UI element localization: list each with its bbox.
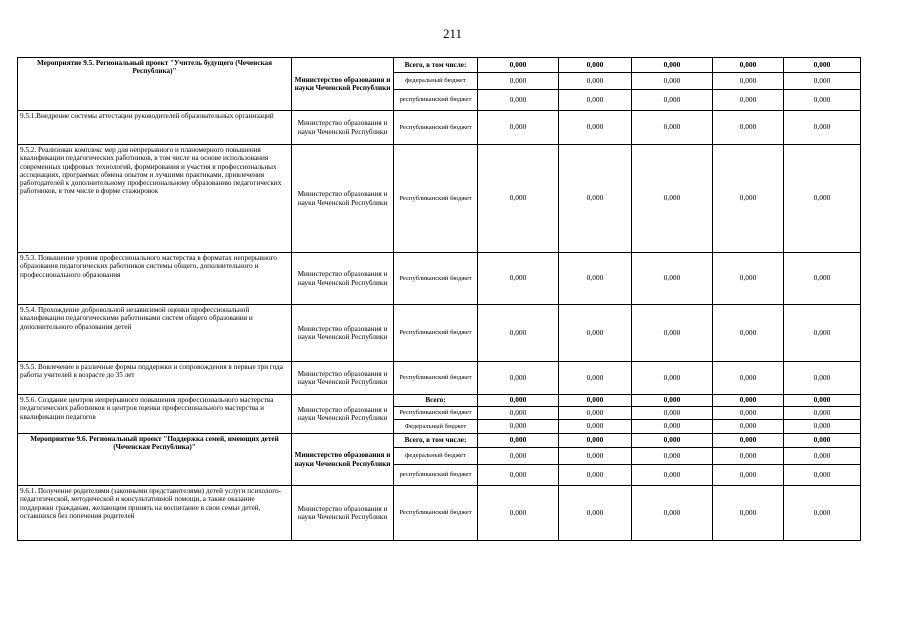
- amount-cell: 0,000: [478, 111, 559, 145]
- amount-cell: 0,000: [478, 58, 559, 73]
- funding-source: федеральный бюджет: [394, 73, 478, 90]
- amount-cell: 0,000: [784, 407, 861, 420]
- amount-cell: 0,000: [784, 253, 861, 305]
- activity-name: 9.5.5. Вовлечение в различные формы поддержки и сопровождения в первые три года работы учителей в возрасте до 35 лет: [18, 362, 292, 395]
- amount-cell: 0,000: [559, 111, 632, 145]
- amount-cell: 0,000: [784, 90, 861, 111]
- amount-cell: 0,000: [713, 407, 784, 420]
- executor-cell: Министерство образования и науки Чеченской Республики: [292, 58, 394, 111]
- amount-cell: 0,000: [559, 362, 632, 395]
- amount-cell: 0,000: [478, 434, 559, 448]
- amount-cell: 0,000: [478, 486, 559, 541]
- amount-cell: 0,000: [632, 486, 713, 541]
- amount-cell: 0,000: [784, 58, 861, 73]
- activity-name: Мероприятие 9.6. Региональный проект "Поддержка семей, имеющих детей (Чеченская Республика)": [18, 434, 292, 486]
- amount-cell: 0,000: [632, 395, 713, 407]
- amount-cell: 0,000: [559, 407, 632, 420]
- amount-cell: 0,000: [478, 465, 559, 486]
- amount-cell: 0,000: [713, 486, 784, 541]
- amount-cell: 0,000: [559, 465, 632, 486]
- amount-cell: 0,000: [559, 395, 632, 407]
- table-row: [18, 253, 861, 305]
- funding-source: Республиканский бюджет: [394, 253, 478, 305]
- amount-cell: 0,000: [478, 395, 559, 407]
- amount-cell: 0,000: [784, 145, 861, 253]
- amount-cell: 0,000: [559, 420, 632, 434]
- funding-source: Республиканский бюджет: [394, 407, 478, 420]
- executor-cell: Министерство образования и науки Чеченской Республики: [292, 486, 394, 541]
- funding-source: федеральный бюджет: [394, 448, 478, 465]
- funding-source: Республиканский бюджет: [394, 111, 478, 145]
- executor-cell: Министерство образования и науки Чеченской Республики: [292, 253, 394, 305]
- amount-cell: 0,000: [478, 407, 559, 420]
- amount-cell: 0,000: [713, 305, 784, 362]
- amount-cell: 0,000: [632, 420, 713, 434]
- budget-table: [17, 57, 861, 541]
- amount-cell: 0,000: [784, 111, 861, 145]
- activity-name: 9.5.2. Реализован комплекс мер для непрерывного и планомерного повышения квалификации педагогических работников, в том числе на основе использования современных цифровых технологий, формирования и участия в профессиональных ассоциациях, программах обмена опытом и лучшими практиками, привлечения работодателей к дополнительному профессиональному образованию педагогических работников, в том числе в форме стажировок: [18, 145, 292, 253]
- amount-cell: 0,000: [713, 145, 784, 253]
- activity-name: 9.6.1. Получение родителями (законными представителями) детей услуги психолого-педагогической, методической и консультативной помощи, а также оказание поддержки гражданам, желающим принять на воспитание в свои семьи детей, оставшихся без попечения родителей: [18, 486, 292, 541]
- executor-cell: Министерство образования и науки Чеченской Республики: [292, 434, 394, 486]
- table-row: [18, 145, 861, 253]
- funding-source: Всего, в том числе:: [394, 434, 478, 448]
- page-number: 211: [442, 26, 463, 41]
- amount-cell: 0,000: [478, 305, 559, 362]
- table-row: [18, 434, 861, 448]
- amount-cell: 0,000: [632, 73, 713, 90]
- table-row: [18, 395, 861, 407]
- executor-cell: Министерство образования и науки Чеченской Республики: [292, 362, 394, 395]
- executor-cell: Министерство образования и науки Чеченской Республики: [292, 111, 394, 145]
- funding-source: Всего:: [394, 395, 478, 407]
- amount-cell: 0,000: [632, 448, 713, 465]
- amount-cell: 0,000: [713, 420, 784, 434]
- executor-cell: Министерство образования и науки Чеченской Республики: [292, 395, 394, 434]
- funding-source: Всего, в том числе:: [394, 58, 478, 73]
- amount-cell: 0,000: [713, 362, 784, 395]
- amount-cell: 0,000: [478, 145, 559, 253]
- activity-name: 9.5.1.Внедрение системы аттестации руководителей образовательных организаций: [18, 111, 292, 145]
- amount-cell: 0,000: [559, 448, 632, 465]
- amount-cell: 0,000: [632, 407, 713, 420]
- executor-cell: Министерство образования и науки Чеченской Республики: [292, 305, 394, 362]
- activity-name: 9.5.4. Прохождение добровольной независимой оценки профессиональной квалификации педагогическими работниками систем общего образования и дополнительного образования детей: [18, 305, 292, 362]
- amount-cell: 0,000: [784, 448, 861, 465]
- amount-cell: 0,000: [559, 486, 632, 541]
- activity-name: Мероприятие 9.5. Региональный проект "Учитель будущего (Чеченская Республика)": [18, 58, 292, 111]
- amount-cell: 0,000: [478, 253, 559, 305]
- amount-cell: 0,000: [784, 486, 861, 541]
- table-row: [18, 486, 861, 541]
- amount-cell: 0,000: [559, 58, 632, 73]
- amount-cell: 0,000: [632, 58, 713, 73]
- amount-cell: 0,000: [478, 448, 559, 465]
- amount-cell: 0,000: [713, 90, 784, 111]
- table-row: [18, 58, 861, 73]
- amount-cell: 0,000: [713, 465, 784, 486]
- amount-cell: 0,000: [478, 362, 559, 395]
- amount-cell: 0,000: [713, 448, 784, 465]
- executor-cell: Министерство образования и науки Чеченской Республики: [292, 145, 394, 253]
- funding-source: Республиканский бюджет: [394, 362, 478, 395]
- amount-cell: 0,000: [713, 58, 784, 73]
- funding-source: республиканский бюджет: [394, 90, 478, 111]
- amount-cell: 0,000: [632, 362, 713, 395]
- amount-cell: 0,000: [632, 465, 713, 486]
- funding-source: Федеральный бюджет: [394, 420, 478, 434]
- amount-cell: 0,000: [784, 73, 861, 90]
- amount-cell: 0,000: [478, 420, 559, 434]
- amount-cell: 0,000: [713, 434, 784, 448]
- amount-cell: 0,000: [632, 305, 713, 362]
- amount-cell: 0,000: [559, 145, 632, 253]
- table-row: [18, 362, 861, 395]
- amount-cell: 0,000: [559, 253, 632, 305]
- amount-cell: 0,000: [632, 145, 713, 253]
- amount-cell: 0,000: [784, 465, 861, 486]
- amount-cell: 0,000: [559, 305, 632, 362]
- amount-cell: 0,000: [559, 73, 632, 90]
- amount-cell: 0,000: [478, 90, 559, 111]
- amount-cell: 0,000: [632, 90, 713, 111]
- amount-cell: 0,000: [784, 362, 861, 395]
- amount-cell: 0,000: [784, 434, 861, 448]
- amount-cell: 0,000: [713, 395, 784, 407]
- amount-cell: 0,000: [784, 395, 861, 407]
- amount-cell: 0,000: [632, 111, 713, 145]
- funding-source: Республиканский бюджет: [394, 305, 478, 362]
- amount-cell: 0,000: [713, 111, 784, 145]
- amount-cell: 0,000: [559, 434, 632, 448]
- amount-cell: 0,000: [784, 420, 861, 434]
- activity-name: 9.5.3. Повышение уровня профессионального мастерства в форматах непрерывного образования педагогических работников системы общего, дополнительного и профессионального образования: [18, 253, 292, 305]
- amount-cell: 0,000: [784, 305, 861, 362]
- amount-cell: 0,000: [713, 253, 784, 305]
- amount-cell: 0,000: [478, 73, 559, 90]
- amount-cell: 0,000: [632, 434, 713, 448]
- amount-cell: 0,000: [713, 73, 784, 90]
- amount-cell: 0,000: [632, 253, 713, 305]
- table-row: [18, 305, 861, 362]
- funding-source: республиканский бюджет: [394, 465, 478, 486]
- funding-source: Республиканский бюджет: [394, 486, 478, 541]
- funding-source: Республиканский бюджет: [394, 145, 478, 253]
- activity-name: 9.5.6. Создание центров непрерывного повышения профессионального мастерства педагогических работников и центров оценки профессионального мастерства и квалификации педагогов: [18, 395, 292, 434]
- amount-cell: 0,000: [559, 90, 632, 111]
- table-row: [18, 111, 861, 145]
